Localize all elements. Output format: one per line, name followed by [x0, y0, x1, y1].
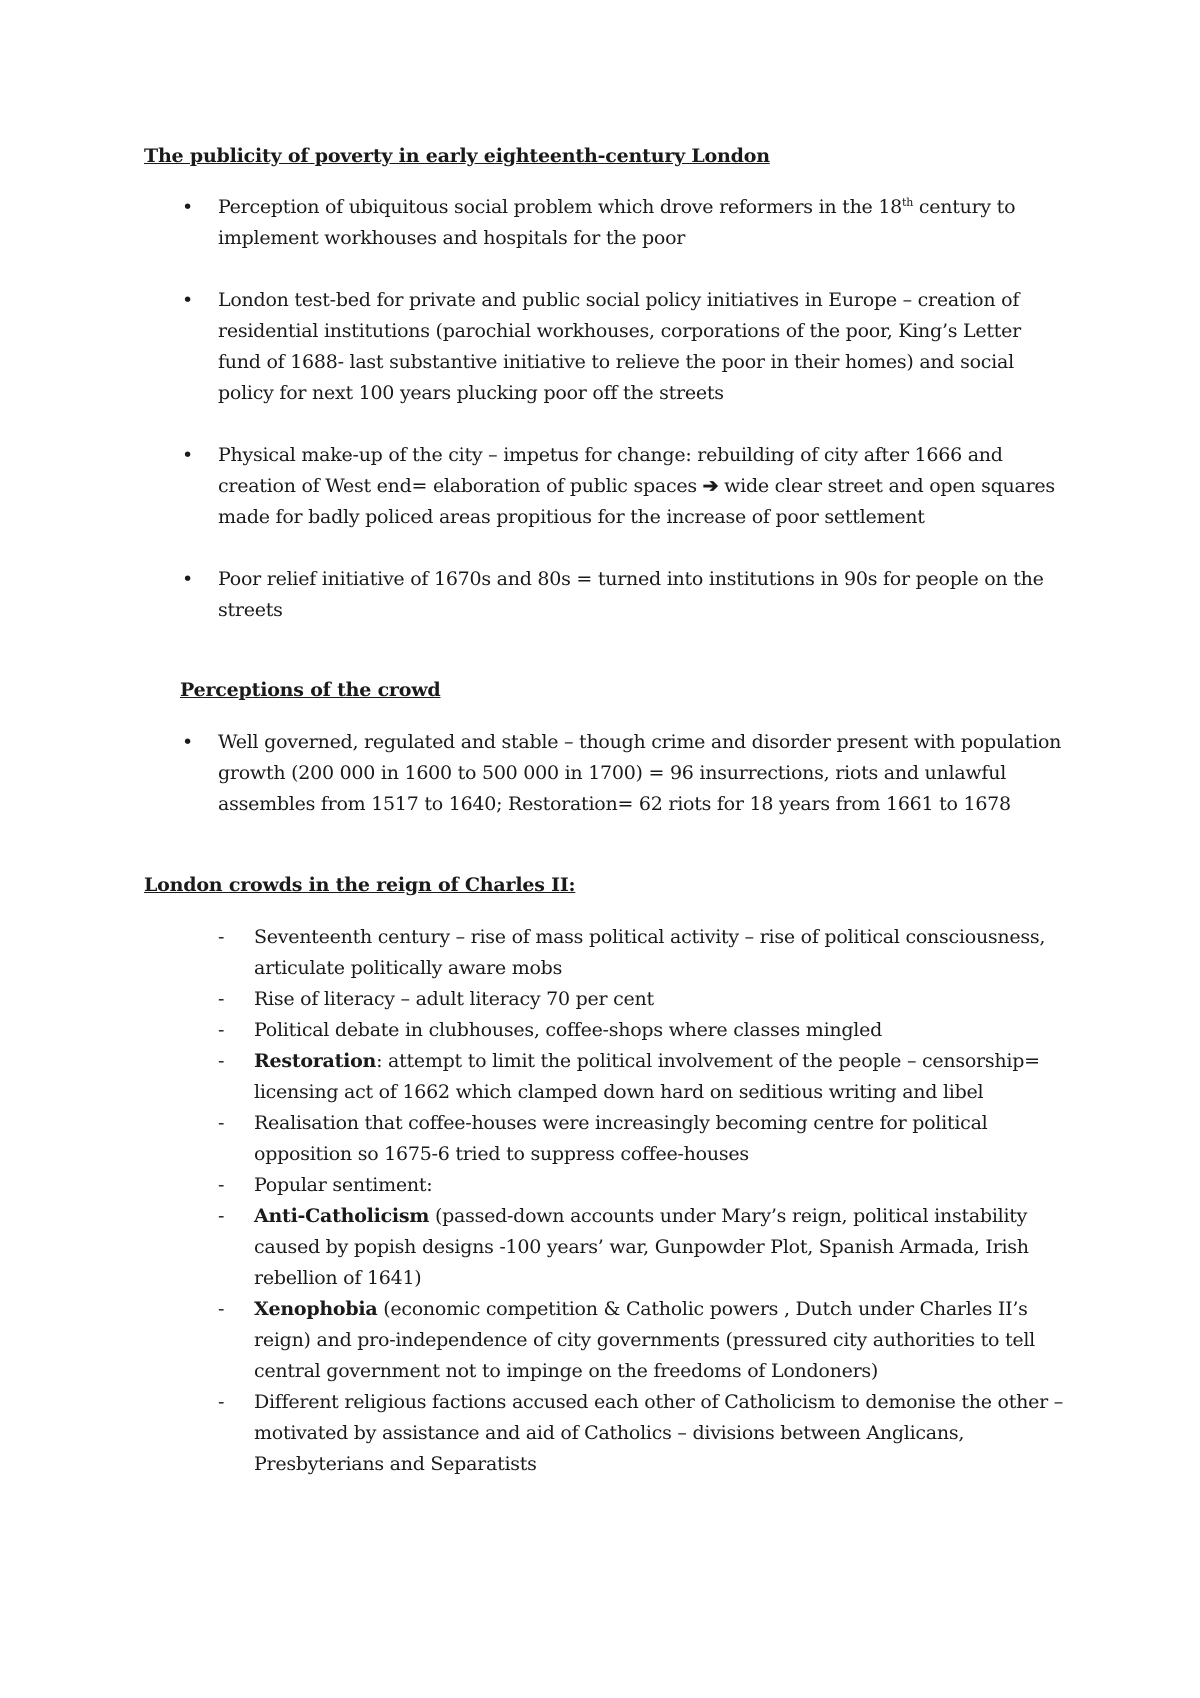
dash-marker: -	[218, 1112, 225, 1134]
list-item	[218, 1170, 1078, 1201]
item-text: (economic competition & Catholic powers , Dutch under Charles II’s reign) and pro-independence of city governments (pressured city authorities to tell central government not to impinge on the freedoms of Londoners)	[254, 1298, 1035, 1382]
dash-list-london-crowds	[218, 922, 1078, 1480]
list-item	[218, 1015, 1078, 1046]
bullet-list-publicity	[182, 192, 1062, 626]
list-item	[218, 984, 1078, 1015]
item-lead-restoration: Restoration	[254, 1050, 377, 1072]
bullet-marker: •	[182, 289, 193, 311]
section-title-perceptions-of-crowd: Perceptions of the crowd	[180, 679, 441, 701]
dash-marker: -	[218, 1174, 225, 1196]
list-item	[182, 564, 1062, 626]
bullet-text: Well governed, regulated and stable – though crime and disorder present with population growth (200 000 in 1600 to 500 000 in 1700) = 96 insurrections, riots and unlawful assembles from 1517 to 1640; Restoration= 62 riots for 18 years from 1661 to 1678	[218, 731, 1062, 815]
dash-marker: -	[218, 1391, 225, 1413]
right-arrow-icon: ➔	[702, 475, 719, 497]
dash-marker: -	[218, 1019, 225, 1041]
bullet-text-continued: wide clear street and open squares made for badly policed areas propitious for the increase of poor settlement	[218, 475, 1055, 528]
bullet-marker: •	[182, 731, 193, 753]
superscript-text: th	[902, 196, 914, 209]
list-item	[182, 192, 1062, 254]
item-text: Popular sentiment:	[254, 1174, 433, 1196]
section-title-london-crowds: London crowds in the reign of Charles II:	[144, 874, 576, 896]
list-item	[218, 1201, 1078, 1294]
list-item	[218, 922, 1078, 984]
bullet-text-continued: century to implement workhouses and hospitals for the poor	[218, 196, 1016, 249]
bullet-text: Perception of ubiquitous social problem which drove reformers in the 18	[218, 196, 903, 218]
bullet-marker: •	[182, 568, 193, 590]
list-item	[218, 1294, 1078, 1387]
item-text: Political debate in clubhouses, coffee-shops where classes mingled	[254, 1019, 883, 1041]
section-title-publicity-of-poverty: The publicity of poverty in early eighteenth-century London	[144, 145, 770, 167]
list-item	[218, 1046, 1078, 1108]
bullet-text: Physical make-up of the city – impetus for change: rebuilding of city after 1666 and creation of West end= elaboration of public spaces	[218, 444, 1003, 497]
item-text: Realisation that coffee-houses were increasingly becoming centre for political opposition so 1675-6 tried to suppress coffee-houses	[254, 1112, 988, 1165]
item-text: (passed-down accounts under Mary’s reign, political instability caused by popish designs -100 years’ war, Gunpowder Plot, Spanish Armada, Irish rebellion of 1641)	[254, 1205, 1029, 1289]
bullet-list-perceptions	[182, 727, 1062, 820]
item-text: Seventeenth century – rise of mass political activity – rise of political consciousness, articulate politically aware mobs	[254, 926, 1046, 979]
bullet-text: Poor relief initiative of 1670s and 80s = turned into institutions in 90s for people on the streets	[218, 568, 1044, 621]
dash-marker: -	[218, 926, 225, 948]
bullet-marker: •	[182, 196, 193, 218]
dash-marker: -	[218, 988, 225, 1010]
bullet-marker: •	[182, 444, 193, 466]
list-item	[182, 440, 1062, 533]
bullet-text: London test-bed for private and public social policy initiatives in Europe – creation of residential institutions (parochial workhouses, corporations of the poor, King’s Letter fund of 1688- last substantive initiative to relieve the poor in their homes) and social policy for next 100 years plucking poor off the streets	[218, 289, 1021, 404]
dash-marker: -	[218, 1050, 225, 1072]
list-item	[182, 285, 1062, 409]
item-text: Different religious factions accused each other of Catholicism to demonise the other – motivated by assistance and aid of Catholics – divisions between Anglicans, Presbyterians and Separatists	[254, 1391, 1063, 1475]
item-text: : attempt to limit the political involvement of the people – censorship= licensing act of 1662 which clamped down hard on seditious writing and libel	[254, 1050, 1040, 1103]
item-text: Rise of literacy – adult literacy 70 per cent	[254, 988, 654, 1010]
item-lead-xenophobia: Xenophobia	[254, 1298, 378, 1320]
dash-marker: -	[218, 1205, 225, 1227]
list-item	[182, 727, 1062, 820]
dash-marker: -	[218, 1298, 225, 1320]
list-item	[218, 1108, 1078, 1170]
item-lead-anti-catholicism: Anti-Catholicism	[254, 1205, 430, 1227]
list-item	[218, 1387, 1078, 1480]
